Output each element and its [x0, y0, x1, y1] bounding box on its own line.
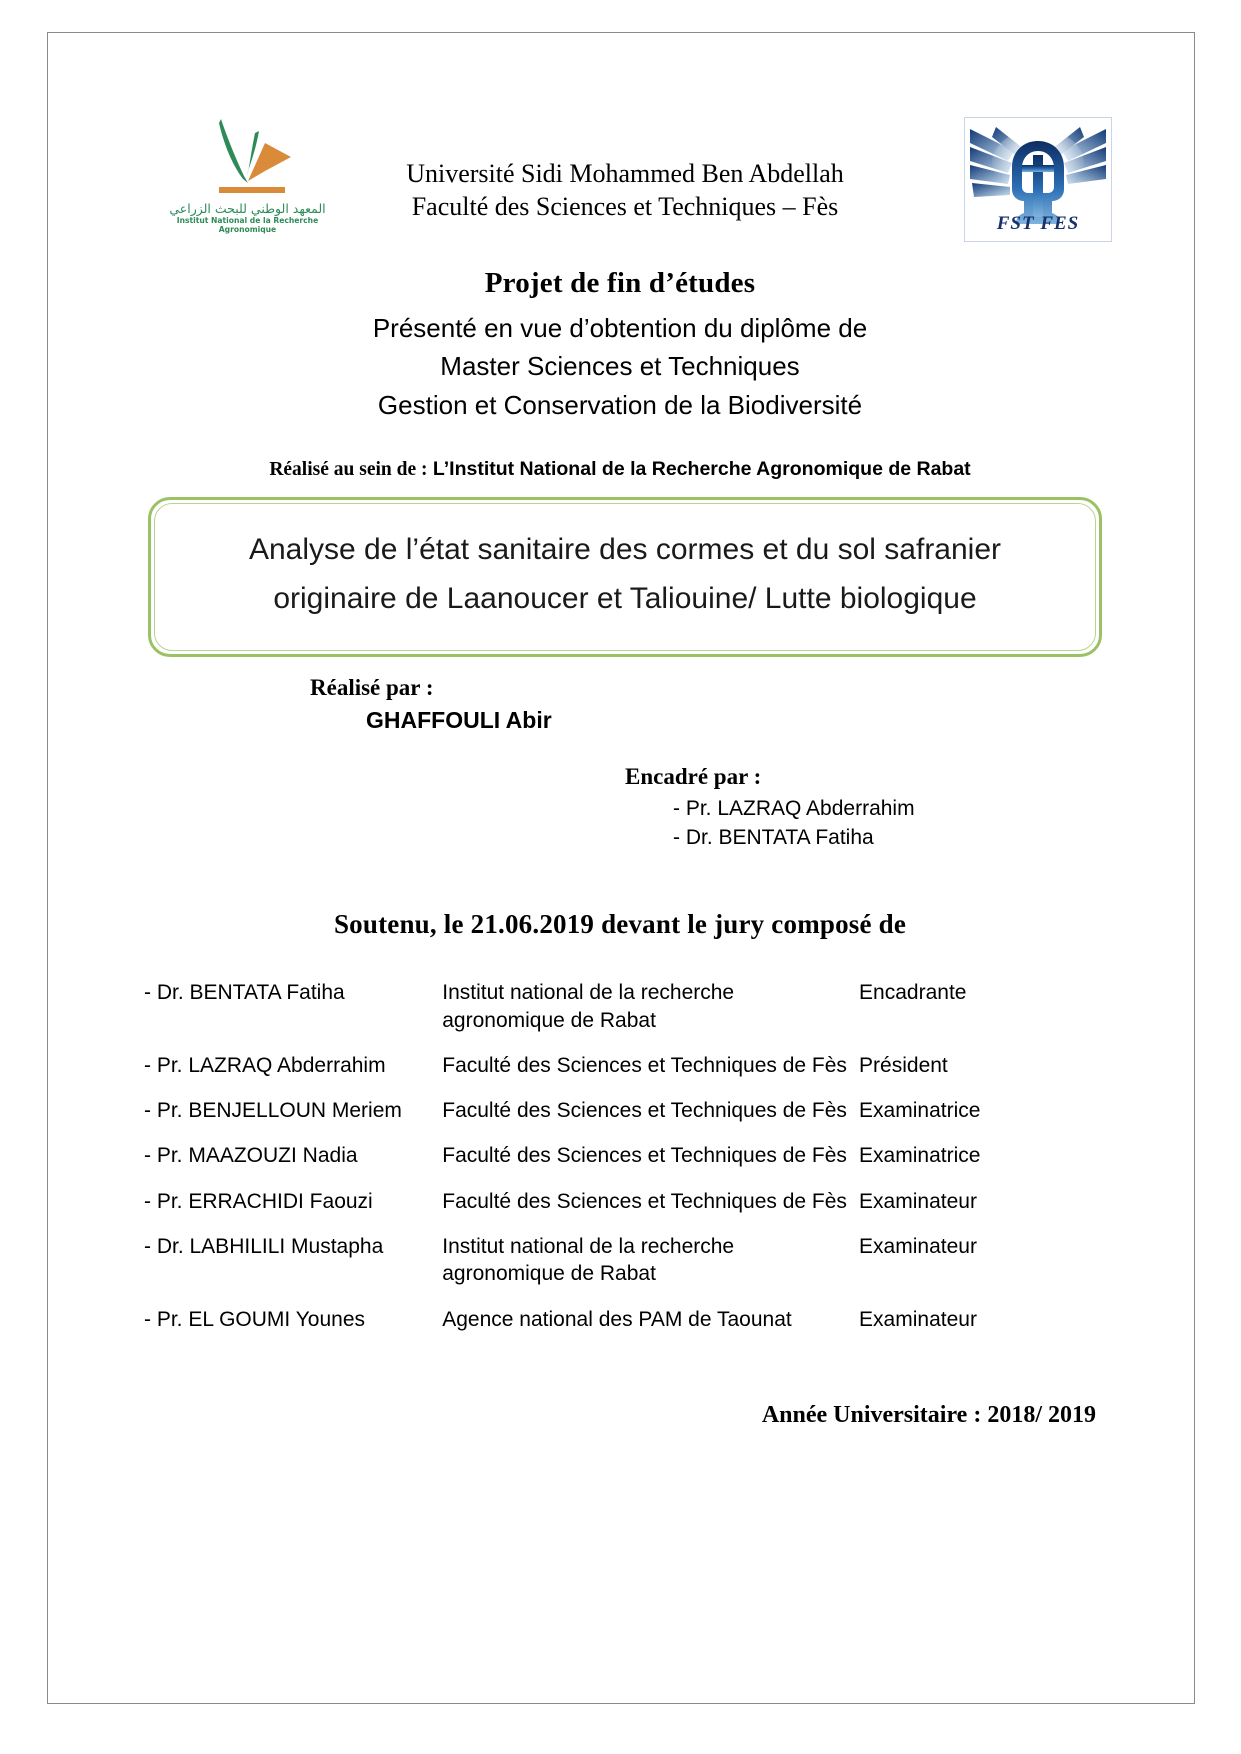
jury-table: [138, 970, 1078, 1342]
jury-member-affiliation: Agence national des PAM de Taounat: [442, 1307, 792, 1331]
university-heading: [360, 157, 890, 224]
jury-member-role: Président: [859, 1053, 948, 1077]
author-block: [310, 675, 1120, 734]
diploma-subtitle: [120, 309, 1120, 424]
thesis-title-line-1: Analyse de l’état sanitaire des cormes et du sol safranier: [248, 533, 1002, 567]
fst-fes-icon: [968, 121, 1108, 238]
jury-member-name: - Pr. ERRACHIDI Faouzi: [144, 1189, 373, 1213]
jury-member-role: Examinateur: [859, 1307, 977, 1331]
presented-for-line: Présenté en vue d’obtention du diplôme de: [372, 313, 868, 343]
supervisors-list: [673, 794, 1120, 854]
table-row: [138, 1224, 1078, 1297]
specialty-line: Gestion et Conservation de la Biodiversité: [377, 389, 863, 420]
faculty-name: Faculté des Sciences et Techniques – Fès: [411, 192, 839, 222]
author-name: GHAFFOULI Abir: [366, 706, 552, 733]
table-row: [138, 1043, 1078, 1088]
table-row: [138, 1179, 1078, 1224]
university-name: Université Sidi Mohammed Ben Abdellah: [406, 159, 844, 188]
jury-member-name: - Pr. MAAZOUZI Nadia: [144, 1144, 358, 1168]
table-row: [138, 970, 1078, 1043]
supervisor-item: - Pr. LAZRAQ Abderrahim: [673, 796, 915, 820]
jury-member-affiliation: Faculté des Sciences et Techniques de Fès: [442, 1053, 847, 1077]
inra-logo-french-text: Institut National de la Recherche Agronomique: [176, 216, 319, 234]
host-value: L’Institut National de la Recherche Agronomique de Rabat: [432, 458, 971, 481]
page-content: [120, 95, 1120, 1429]
host-institution: [120, 458, 1120, 481]
project-type: Projet de fin d’études: [484, 267, 756, 299]
jury-member-role: Examinatrice: [859, 1099, 981, 1123]
jury-member-role: Examinateur: [859, 1189, 977, 1213]
defense-heading: Soutenu, le 21.06.2019 devant le jury composé de: [333, 909, 907, 940]
inra-logo-arabic-text: المعهد الوطني للبحث الزراعي: [169, 201, 326, 216]
title-box-inner-border: [154, 503, 1096, 650]
jury-member-role: Encadrante: [859, 981, 967, 1005]
inra-logo: [155, 113, 340, 248]
host-label: Réalisé au sein de :: [269, 459, 428, 481]
fst-fes-logo: [964, 117, 1112, 242]
author-label: Réalisé par :: [310, 674, 434, 700]
title-box-outer-border: [148, 497, 1102, 656]
academic-year: Année Universitaire : 2018/ 2019: [761, 1401, 1096, 1428]
supervisors-block: [625, 764, 1120, 854]
supervisor-item: - Dr. BENTATA Fatiha: [673, 826, 874, 850]
inra-seedling-icon: [193, 113, 303, 201]
fst-fes-label: FST FES: [996, 213, 1080, 234]
jury-member-role: Examinateur: [859, 1235, 977, 1258]
jury-member-affiliation: Institut national de la recherche agronomique de Rabat: [442, 1235, 735, 1286]
jury-member-name: - Dr. BENTATA Fatiha: [144, 981, 345, 1005]
jury-member-name: - Pr. LAZRAQ Abderrahim: [144, 1053, 386, 1077]
header: [120, 95, 1120, 245]
degree-line: Master Sciences et Techniques: [440, 351, 800, 382]
jury-member-affiliation: Faculté des Sciences et Techniques de Fès: [442, 1099, 847, 1123]
diploma-block: [120, 267, 1120, 424]
supervisors-label: Encadré par :: [625, 763, 762, 789]
thesis-title-line-2: originaire de Laanoucer et Taliouine/ Lutte biologique: [273, 582, 977, 615]
jury-member-name: - Dr. LABHILILI Mustapha: [144, 1235, 384, 1258]
thesis-title-box: [148, 497, 1102, 656]
table-row: [138, 1297, 1078, 1342]
jury-member-affiliation: Faculté des Sciences et Techniques de Fès: [442, 1144, 847, 1168]
jury-member-role: Examinatrice: [859, 1144, 981, 1168]
jury-member-name: - Pr. EL GOUMI Younes: [144, 1307, 365, 1331]
jury-member-affiliation: Faculté des Sciences et Techniques de Fès: [442, 1189, 847, 1213]
table-row: [138, 1133, 1078, 1178]
table-row: [138, 1088, 1078, 1133]
jury-member-affiliation: Institut national de la recherche agronomique de Rabat: [442, 981, 735, 1032]
jury-member-name: - Pr. BENJELLOUN Meriem: [144, 1099, 402, 1123]
